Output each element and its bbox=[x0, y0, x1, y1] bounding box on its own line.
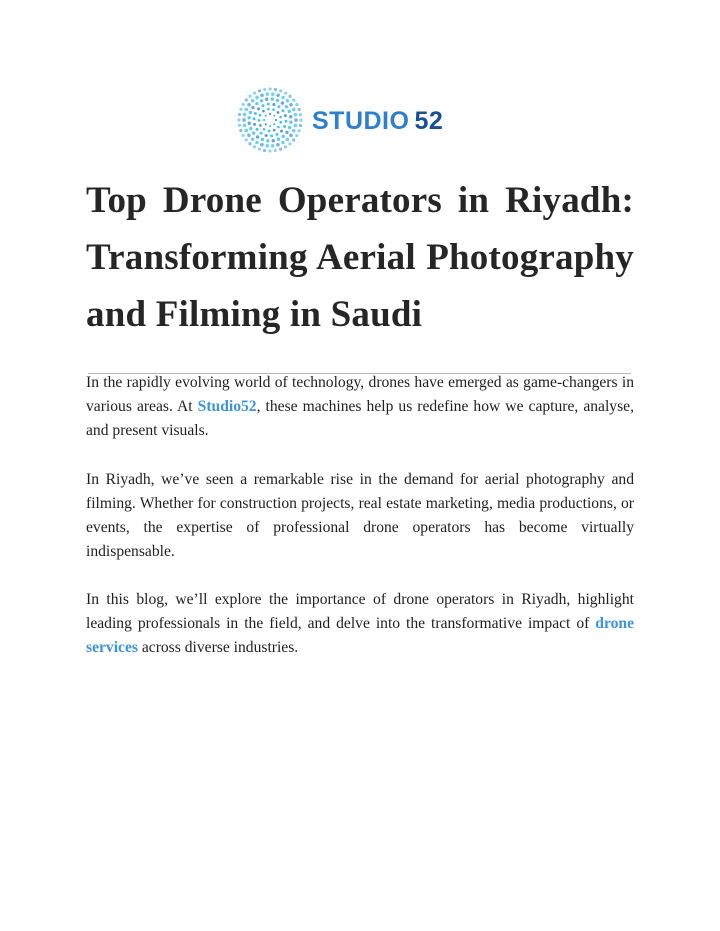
logo-dot bbox=[271, 144, 275, 148]
logo-dot bbox=[276, 133, 279, 136]
studio52-logo bbox=[234, 86, 484, 156]
logo-dot bbox=[263, 119, 265, 121]
title-line-2: Transforming Aerial Photography bbox=[86, 237, 634, 278]
logo-dot bbox=[273, 123, 275, 125]
logo-dot bbox=[284, 92, 287, 95]
logo-dot bbox=[268, 87, 271, 90]
logo-dot bbox=[294, 124, 298, 128]
logo-dot bbox=[273, 129, 276, 132]
title-line-3: and Filming in Saudi bbox=[86, 294, 423, 335]
logo-dot bbox=[277, 105, 280, 108]
logo-dot bbox=[281, 141, 285, 145]
logo-dot bbox=[299, 113, 302, 116]
logo-dot bbox=[270, 134, 273, 137]
logo-dot bbox=[265, 123, 267, 125]
logo-dot bbox=[295, 134, 298, 137]
logo-dot bbox=[276, 143, 280, 147]
logo-dot bbox=[266, 92, 270, 96]
logo-dot bbox=[286, 138, 290, 142]
dotted-sphere-icon bbox=[237, 87, 302, 152]
logo-dot bbox=[265, 115, 267, 117]
paragraph-intro-text-b: , these machines help us redefine how we capture, analyse, and present visuals. bbox=[86, 398, 634, 439]
logo-dot bbox=[245, 98, 248, 101]
logo-dot bbox=[295, 103, 298, 106]
logo-dot bbox=[271, 92, 275, 96]
paragraph-overview-text-b: across diverse industries. bbox=[137, 639, 299, 656]
logo-dot bbox=[289, 103, 293, 107]
logo-dot bbox=[256, 128, 259, 131]
logo-dot bbox=[276, 99, 279, 102]
logo-dot bbox=[260, 93, 264, 97]
logo-dot bbox=[281, 96, 285, 100]
article-title bbox=[86, 172, 634, 343]
logo-dot bbox=[255, 102, 258, 105]
logo-dot bbox=[252, 131, 255, 134]
logo-dot bbox=[248, 142, 251, 145]
svg-text:STUDIO52 bbox=[312, 107, 443, 135]
logo-dot bbox=[258, 148, 261, 151]
logo-dot bbox=[267, 108, 270, 111]
logo-dot bbox=[238, 113, 241, 116]
logo-dot bbox=[260, 132, 263, 135]
logo-dot bbox=[257, 107, 260, 110]
logo-dot bbox=[263, 128, 266, 131]
logo-dot bbox=[263, 149, 266, 152]
logo-dot bbox=[279, 121, 282, 124]
paragraph-overview-text-a: In this blog, we’ll explore the importance of drone operators in Riyadh, highlight leading professionals in the field, and delve into the transformative impact of bbox=[86, 591, 634, 632]
logo-dot bbox=[284, 114, 287, 117]
logo-dot bbox=[262, 110, 265, 113]
logo-dot bbox=[285, 105, 288, 108]
logo-dot bbox=[251, 137, 255, 141]
logo-dot bbox=[277, 111, 280, 114]
paragraph-riyadh-demand: In Riyadh, we’ve seen a remarkable rise in the demand for aerial photography and filming. Whether for construction projects, real estate marketing, media productions, or events, the expertise of professional drone operators has become virtually indispensable. bbox=[86, 471, 634, 560]
logo-dot bbox=[244, 129, 248, 133]
logo-dot bbox=[265, 144, 269, 148]
logo-dot bbox=[292, 138, 295, 141]
logo-dot bbox=[283, 125, 286, 128]
logo-dot bbox=[249, 111, 252, 114]
studio52-link[interactable]: Studio52 bbox=[197, 398, 257, 415]
logo-dot bbox=[243, 113, 247, 117]
logo-dot bbox=[298, 129, 301, 132]
logo-dot bbox=[258, 89, 261, 92]
logo-dot bbox=[238, 124, 241, 127]
logo-dot bbox=[262, 104, 265, 107]
logo-dot bbox=[259, 114, 262, 117]
logo-dot bbox=[245, 138, 248, 141]
logo-dot bbox=[281, 109, 284, 112]
logo-dot bbox=[288, 126, 291, 129]
logo-dot bbox=[279, 148, 282, 151]
logo-dot bbox=[267, 103, 270, 106]
title-line-1: Top Drone Operators in Riyadh: bbox=[86, 180, 634, 221]
logo-dot bbox=[255, 141, 259, 145]
logo-dot bbox=[272, 108, 275, 111]
logo-dot bbox=[256, 135, 259, 138]
logo-dot bbox=[299, 118, 302, 121]
drone-services-link[interactable]: drone services bbox=[86, 615, 634, 656]
logo-dot bbox=[239, 129, 242, 132]
logo-dot bbox=[242, 103, 245, 106]
logo-dot bbox=[294, 118, 298, 122]
paragraph-intro bbox=[86, 371, 634, 443]
logo-dot bbox=[286, 99, 290, 103]
logo-dot bbox=[263, 88, 266, 91]
logo-dot bbox=[289, 121, 292, 124]
logo-dot bbox=[281, 101, 284, 104]
logo-dot bbox=[277, 138, 280, 141]
logo-dot bbox=[243, 124, 247, 128]
logo-dot bbox=[277, 126, 280, 129]
logo-dot bbox=[253, 117, 256, 120]
logo-dot bbox=[288, 95, 291, 98]
paragraph-intro-text-a: In the rapidly evolving world of technology, drones have emerged as game-changers in various areas. At bbox=[86, 374, 634, 415]
logo-dot bbox=[237, 118, 240, 121]
logo-dot bbox=[284, 145, 287, 148]
logo-dot bbox=[269, 125, 271, 127]
logo-dot bbox=[268, 149, 271, 152]
logo-dot bbox=[298, 108, 301, 111]
logo-dot bbox=[276, 93, 280, 97]
logo-dot bbox=[288, 142, 291, 145]
logo-dot bbox=[261, 138, 264, 141]
logo-dot bbox=[279, 89, 282, 92]
logo-dot bbox=[247, 103, 251, 107]
logo-dot bbox=[254, 112, 257, 115]
logo-dot bbox=[271, 97, 274, 100]
logo-dot bbox=[289, 134, 293, 138]
logo-dot bbox=[242, 134, 245, 137]
logo-dot bbox=[253, 145, 256, 148]
logo-dot bbox=[258, 119, 261, 122]
logo-dot bbox=[251, 99, 255, 103]
logo-text-studio: STUDIO bbox=[312, 107, 410, 135]
logo-dot bbox=[249, 127, 252, 130]
logo-dot bbox=[266, 139, 269, 142]
logo-dot bbox=[242, 118, 246, 122]
logo-dot bbox=[265, 98, 268, 101]
logo-dot bbox=[285, 131, 288, 134]
logo-dot bbox=[275, 119, 277, 121]
logo-dot bbox=[280, 130, 283, 133]
logo-dot bbox=[244, 108, 248, 112]
logo-dot bbox=[251, 106, 254, 109]
logo-dot bbox=[265, 134, 268, 137]
logo-dot bbox=[239, 108, 242, 111]
logo-dot bbox=[294, 113, 298, 117]
paragraph-blog-overview bbox=[86, 588, 634, 660]
logo-dot bbox=[292, 129, 296, 133]
logo-dot bbox=[255, 96, 259, 100]
logo-dot bbox=[260, 143, 264, 147]
logo-dot bbox=[247, 133, 251, 137]
logo-dot bbox=[249, 95, 252, 98]
logo-text-52: 52 bbox=[414, 107, 444, 135]
logo-dot bbox=[281, 135, 284, 138]
logo-dot bbox=[274, 149, 277, 152]
logo-dot bbox=[279, 116, 282, 119]
logo-dot bbox=[260, 99, 263, 102]
logo-dot bbox=[292, 99, 295, 102]
logo-dot bbox=[273, 115, 275, 117]
logo-dot bbox=[259, 124, 262, 127]
logo-dot bbox=[268, 130, 271, 133]
logo-dot bbox=[288, 110, 291, 113]
logo-dot bbox=[292, 108, 296, 112]
logo-dot bbox=[289, 115, 292, 118]
logo-dot bbox=[247, 116, 250, 119]
logo-dot bbox=[269, 113, 271, 115]
logo-dot bbox=[253, 92, 256, 95]
logo-dot bbox=[299, 124, 302, 127]
logo-dot bbox=[248, 122, 251, 125]
logo-dot bbox=[274, 88, 277, 91]
logo-dot bbox=[272, 103, 275, 106]
logo-dot bbox=[272, 139, 275, 142]
logo-dot bbox=[253, 123, 256, 126]
studio52-logo-graphic bbox=[234, 86, 484, 156]
logo-dot bbox=[284, 120, 287, 123]
